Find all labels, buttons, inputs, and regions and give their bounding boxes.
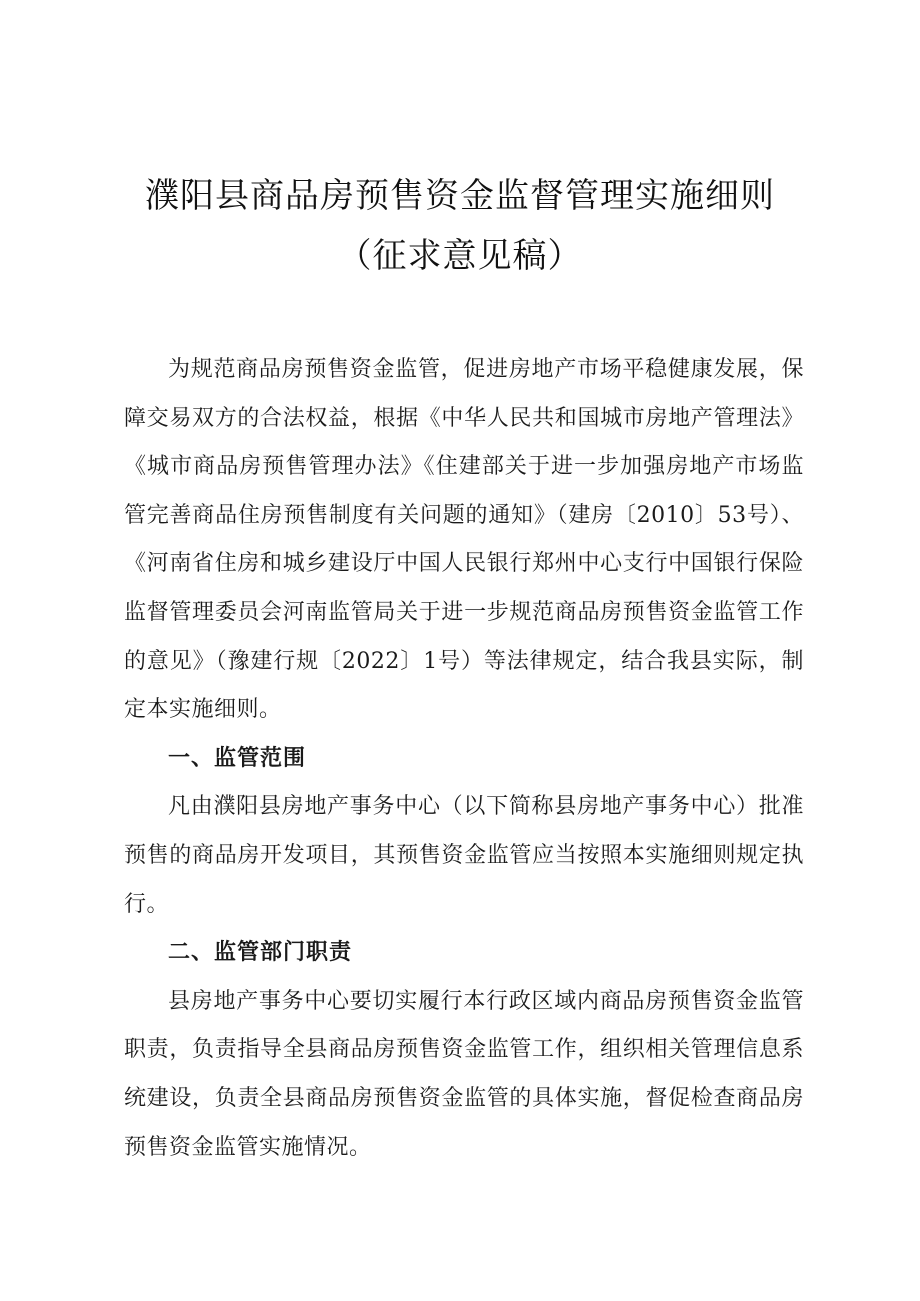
section-paragraph-duties: 县房地产事务中心要切实履行本行政区域内商品房预售资金监管职责，负责指导全县商品房预售资金监管工作，组织相关管理信息系统建设，负责全县商品房预售资金监管的具体实施，督促检查商品房预售资金监管实施情况。 xyxy=(124,988,804,1160)
section-paragraph-scope: 凡由濮阳县房地产事务中心（以下简称县房地产事务中心）批准预售的商品房开发项目，其预售资金监管应当按照本实施细则规定执行。 xyxy=(124,794,804,917)
document-body xyxy=(124,346,804,1172)
document-subtitle: （征求意见稿） xyxy=(337,236,583,276)
section-heading-duties: 二、监管部门职责 xyxy=(168,940,353,966)
section-heading-scope: 一、监管范围 xyxy=(168,745,307,771)
intro-paragraph: 为规范商品房预售资金监管，促进房地产市场平稳健康发展，保障交易双方的合法权益，根据《中华人民共和国城市房地产管理法》《城市商品房预售管理办法》《住建部关于进一步加强房地产市场监管完善商品住房预售制度有关问题的通知》（建房〔2010〕53号）、《河南省住房和城乡建设厅中国人民银行郑州中心支行中国银行保险监督管理委员会河南监管局关于进一步规范商品房预售资金监管工作的意见》（豫建行规〔2022〕1号）等法律规定，结合我县实际，制定本实施细则。 xyxy=(124,357,804,723)
document-title: 濮阳县商品房预售资金监督管理实施细则 xyxy=(145,176,775,216)
